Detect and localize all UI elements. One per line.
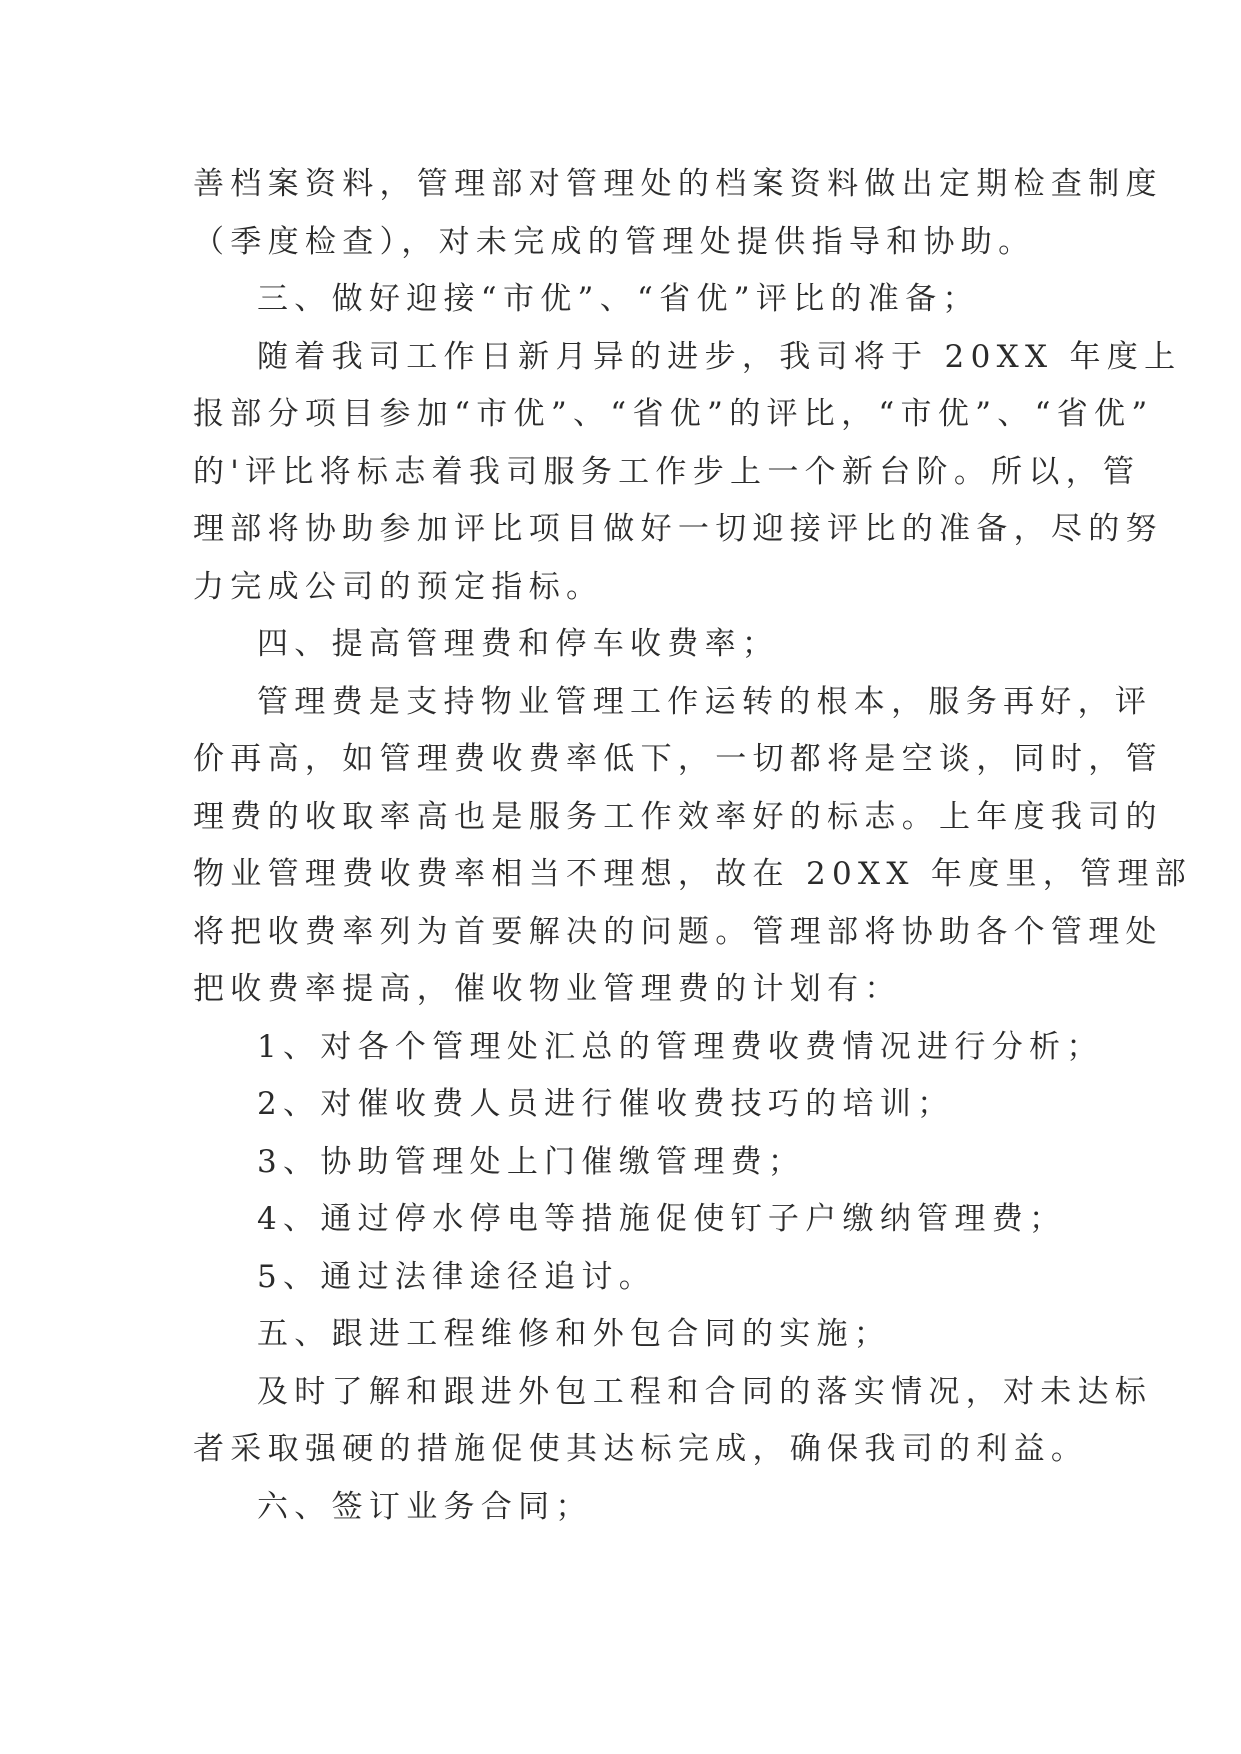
text-line: 四、提高管理费和停车收费率； bbox=[257, 626, 780, 662]
text-line: 物业管理费收费率相当不理想，故在 20XX 年度里，管理部 bbox=[193, 856, 1192, 892]
text-line: 三、做好迎接“市优”、“省优”评比的准备； bbox=[257, 281, 980, 317]
text-line: 价再高，如管理费收费率低下，一切都将是空谈，同时，管 bbox=[193, 741, 1163, 777]
text-line: 5、通过法律途径追讨。 bbox=[257, 1258, 657, 1295]
text-line: 五、跟进工程维修和外包合同的实施； bbox=[257, 1316, 892, 1352]
text-line: 把收费率提高，催收物业管理费的计划有： bbox=[193, 971, 902, 1007]
text-line: 2、对催收费人员进行催收费技巧的培训； bbox=[257, 1086, 955, 1122]
text-line: 将把收费率列为首要解决的问题。管理部将协助各个管理处 bbox=[193, 913, 1163, 950]
text-line: 力完成公司的预定指标。 bbox=[193, 568, 604, 605]
text-line: 六、签订业务合同； bbox=[257, 1488, 593, 1525]
text-line: 管理费是支持物业管理工作运转的根本，服务再好，评 bbox=[257, 683, 1153, 720]
text-line: 3、协助管理处上门催缴管理费； bbox=[257, 1143, 806, 1180]
text-line: 1、对各个管理处汇总的管理费收费情况进行分析； bbox=[257, 1028, 1104, 1065]
text-line: 的'评比将标志着我司服务工作步上一个新台阶。所以，管 bbox=[193, 453, 1141, 490]
document-body bbox=[193, 156, 1192, 1536]
text-line: 理费的收取率高也是服务工作效率好的标志。上年度我司的 bbox=[193, 798, 1163, 835]
text-line: 及时了解和跟进外包工程和合同的落实情况，对未达标 bbox=[257, 1373, 1153, 1410]
text-line: 理部将协助参加评比项目做好一切迎接评比的准备，尽的努 bbox=[193, 511, 1163, 547]
text-line: 随着我司工作日新月异的进步，我司将于 20XX 年度上 bbox=[257, 338, 1182, 375]
text-line: 者采取强硬的措施促使其达标完成，确保我司的利益。 bbox=[193, 1431, 1089, 1467]
text-line: 4、通过停水停电等措施促使钉子户缴纳管理费； bbox=[257, 1201, 1067, 1237]
text-line: （季度检查），对未完成的管理处提供指导和协助。 bbox=[193, 223, 1036, 260]
text-line: 善档案资料，管理部对管理处的档案资料做出定期检查制度 bbox=[193, 166, 1163, 202]
text-line: 报部分项目参加“市优”、“省优”的评比，“市优”、“省优” bbox=[193, 396, 1154, 432]
